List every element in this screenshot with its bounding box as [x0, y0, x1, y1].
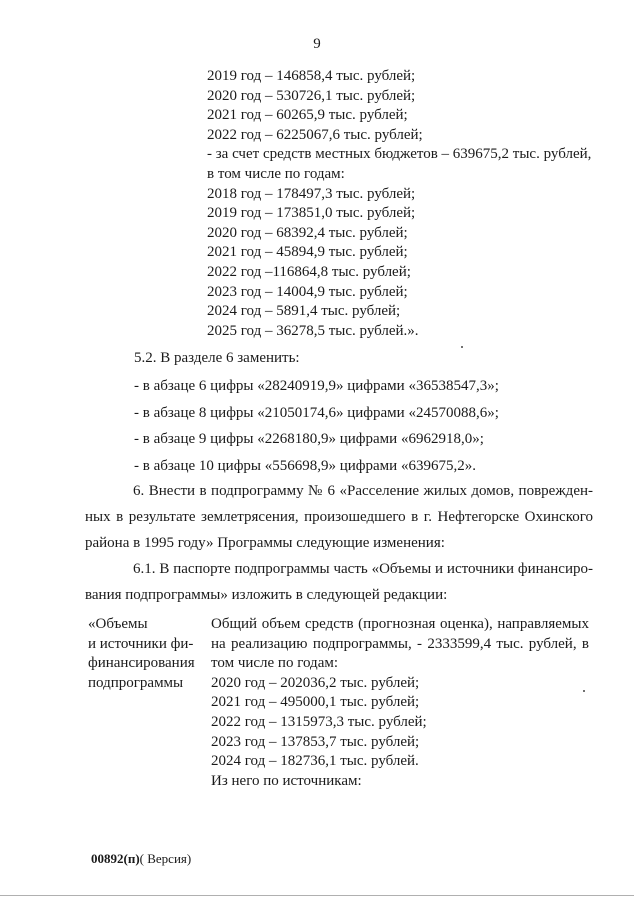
table-left-line: «Объемы — [88, 616, 148, 632]
table-left-column — [88, 615, 195, 693]
funding-line: в том числе по годам: — [207, 165, 345, 182]
table-left-line: финансирования — [88, 655, 195, 672]
funding-line: 2021 год – 60265,9 тыс. рублей; — [207, 107, 408, 124]
funding-line: 2023 год – 14004,9 тыс. рублей; — [207, 283, 408, 300]
funding-line: - за счет средств местных бюджетов – 639675,2 тыс. рублей, — [207, 146, 592, 163]
table-right-line: том числе по годам: — [211, 655, 339, 672]
table-right-line: Общий объем средств (прогнозная оценка), направляемых — [211, 616, 589, 632]
funding-line: 2019 год – 146858,4 тыс. рублей; — [207, 68, 416, 84]
scan-speck — [461, 346, 463, 348]
document-footer — [91, 851, 191, 867]
table-left-line: подпрограммы — [88, 674, 184, 691]
replacement-item: - в абзаце 6 цифры «28240919,9» цифрами «36538547,3»; — [134, 378, 499, 394]
funding-line: 2022 год – 6225067,6 тыс. рублей; — [207, 126, 423, 143]
document-code: 00892(п) — [91, 851, 140, 866]
funding-line: 2020 год – 530726,1 тыс. рублей; — [207, 87, 416, 104]
scan-speck — [583, 690, 585, 692]
funding-line: 2025 год – 36278,5 тыс. рублей.». — [207, 322, 419, 339]
table-right-column — [211, 615, 589, 791]
paragraph-line: вания подпрограммы» изложить в следующей редакции: — [85, 587, 448, 603]
funding-line: 2018 год – 178497,3 тыс. рублей; — [207, 185, 416, 202]
replacement-item: - в абзаце 9 цифры «2268180,9» цифрами «6962918,0»; — [134, 431, 484, 447]
paragraph-line: 6.1. В паспорте подпрограммы часть «Объемы и источники финансиро- — [133, 561, 593, 577]
funding-line: 2022 год –116864,8 тыс. рублей; — [207, 263, 411, 280]
page-number: 9 — [313, 36, 321, 52]
funding-line: 2019 год – 173851,0 тыс. рублей; — [207, 205, 416, 222]
scan-edge-line — [0, 895, 634, 896]
table-right-line: 2022 год – 1315973,3 тыс. рублей; — [211, 713, 427, 730]
table-right-line: 2023 год – 137853,7 тыс. рублей; — [211, 733, 420, 750]
section-5-2-heading: 5.2. В разделе 6 заменить: — [134, 350, 300, 366]
replacement-item: - в абзаце 10 цифры «556698,9» цифрами «639675,2». — [134, 458, 476, 474]
funding-line: 2021 год – 45894,9 тыс. рублей; — [207, 244, 408, 261]
table-right-line: на реализацию подпрограммы, - 2333599,4 тыс. рублей, в — [211, 635, 589, 652]
paragraph-line: ных в результате землетрясения, произошедшего в г. Нефтегорске Охинского — [85, 509, 593, 525]
item-6-1-paragraph — [85, 556, 593, 608]
paragraph-line: 6. Внести в подпрограмму № 6 «Расселение жилых домов, поврежден- — [133, 483, 593, 499]
table-right-line: 2020 год – 202036,2 тыс. рублей; — [211, 674, 420, 691]
table-left-line: и источники фи- — [88, 635, 194, 652]
funding-line: 2020 год – 68392,4 тыс. рублей; — [207, 224, 408, 241]
table-right-line: 2024 год – 182736,1 тыс. рублей. — [211, 753, 419, 770]
funding-lines-block — [207, 67, 591, 341]
table-right-line: Из него по источникам: — [211, 772, 362, 789]
table-right-line: 2021 год – 495000,1 тыс. рублей; — [211, 694, 420, 711]
paragraph-line: района в 1995 году» Программы следующие изменения: — [85, 535, 445, 551]
funding-line: 2024 год – 5891,4 тыс. рублей; — [207, 303, 401, 320]
item-6-paragraph — [85, 478, 593, 556]
document-version: ( Версия) — [139, 851, 192, 866]
replacement-item: - в абзаце 8 цифры «21050174,6» цифрами «24570088,6»; — [134, 405, 499, 421]
